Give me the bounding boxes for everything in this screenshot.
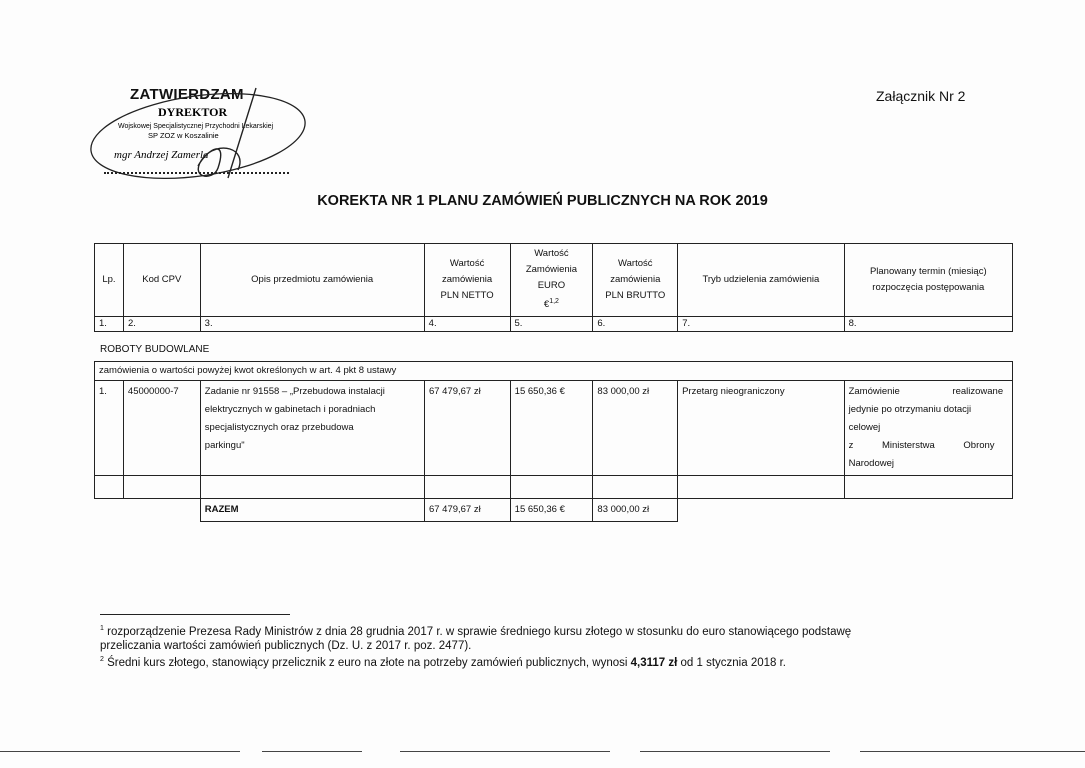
plan-data-table bbox=[94, 361, 1013, 522]
footnote-2: $^2$ Średni kurs złotego, stanowiący przelicznik z euro na złote na potrzeby zamówień publicznych, wynosi 4,3117 zł od 1 stycznia 2018 r. bbox=[100, 656, 786, 669]
stamp-line1: DYREKTOR bbox=[158, 105, 228, 119]
row-brutto: 83 000,00 zł bbox=[593, 381, 678, 476]
col-brutto: Wartość zamówienia PLN BRUTTO bbox=[593, 244, 678, 317]
column-number-row bbox=[95, 317, 1013, 332]
scan-edge-line bbox=[860, 751, 1085, 752]
total-row bbox=[95, 499, 1013, 522]
footnote-1: $^1$ rozporządzenie Prezesa Rady Ministrów z dnia 28 grudnia 2017 r. w sprawie średniego kursu złotego w stosunku do euro stanowiącego podstawę przeliczania wartości zamówień publicznych (Dz. U. z 2017 r. poz. 2477). bbox=[100, 625, 852, 652]
footnote-separator bbox=[100, 614, 290, 615]
col-cpv: Kod CPV bbox=[123, 244, 200, 317]
row-note: Zamówienie realizowane jedynie po otrzymaniu dotacji celowej z Ministerstwa Obrony Narodowej bbox=[844, 381, 1012, 476]
document-title: KOREKTA NR 1 PLANU ZAMÓWIEŃ PUBLICZNYCH NA ROK 2019 bbox=[317, 193, 768, 209]
total-netto: 67 479,67 zł bbox=[424, 499, 510, 522]
col-term: Planowany termin (miesiąc) rozpoczęcia postępowania bbox=[844, 244, 1012, 317]
row-euro: 15 650,36 € bbox=[510, 381, 593, 476]
col-netto: Wartość zamówienia PLN NETTO bbox=[424, 244, 510, 317]
empty-row bbox=[95, 476, 1013, 499]
row-lp: 1. bbox=[95, 381, 124, 476]
col-number: 8. bbox=[844, 317, 1012, 332]
total-euro: 15 650,36 € bbox=[510, 499, 593, 522]
row-netto: 67 479,67 zł bbox=[424, 381, 510, 476]
col-number: 3. bbox=[200, 317, 424, 332]
approval-heading: ZATWIERDZAM bbox=[130, 86, 244, 103]
col-number: 5. bbox=[510, 317, 593, 332]
scan-edge-line bbox=[640, 751, 830, 752]
row-mode: Przetarg nieograniczony bbox=[678, 381, 844, 476]
section-heading: ROBOTY BUDOWLANE bbox=[100, 344, 210, 355]
scan-edge-line bbox=[400, 751, 610, 752]
col-lp: Lp. bbox=[95, 244, 124, 317]
signature-line bbox=[104, 172, 289, 174]
row-cpv: 45000000-7 bbox=[123, 381, 200, 476]
col-desc: Opis przedmiotu zamówienia bbox=[200, 244, 424, 317]
col-number: 1. bbox=[95, 317, 124, 332]
col-euro: Wartość Zamówienia EURO €$^{1,2}$ bbox=[510, 244, 593, 317]
row-description: Zadanie nr 91558 – „Przebudowa instalacji elektrycznych w gabinetach i poradniach specjalistycznych oraz przebudowa parkingu" bbox=[200, 381, 424, 476]
annex-label: Załącznik Nr 2 bbox=[876, 88, 966, 104]
col-number: 6. bbox=[593, 317, 678, 332]
col-number: 2. bbox=[123, 317, 200, 332]
plan-header-table bbox=[94, 243, 1013, 332]
stamp-line2: Wojskowej Specjalistycznej Przychodni Lekarskiej bbox=[118, 123, 274, 130]
scan-edge-line bbox=[0, 751, 240, 752]
col-mode: Tryb udzielenia zamówienia bbox=[678, 244, 844, 317]
table-row bbox=[95, 381, 1013, 476]
scan-edge-line bbox=[262, 751, 362, 752]
total-brutto: 83 000,00 zł bbox=[593, 499, 678, 522]
stamp-signature-name: mgr Andrzej Zamerla bbox=[114, 149, 209, 161]
stamp-line3: SP ZOZ w Koszalinie bbox=[148, 131, 219, 140]
col-number: 7. bbox=[678, 317, 844, 332]
total-label: RAZEM bbox=[200, 499, 424, 522]
subsection-heading: zamówienia o wartości powyżej kwot określonych w art. 4 pkt 8 ustawy bbox=[95, 362, 1013, 381]
col-number: 4. bbox=[424, 317, 510, 332]
